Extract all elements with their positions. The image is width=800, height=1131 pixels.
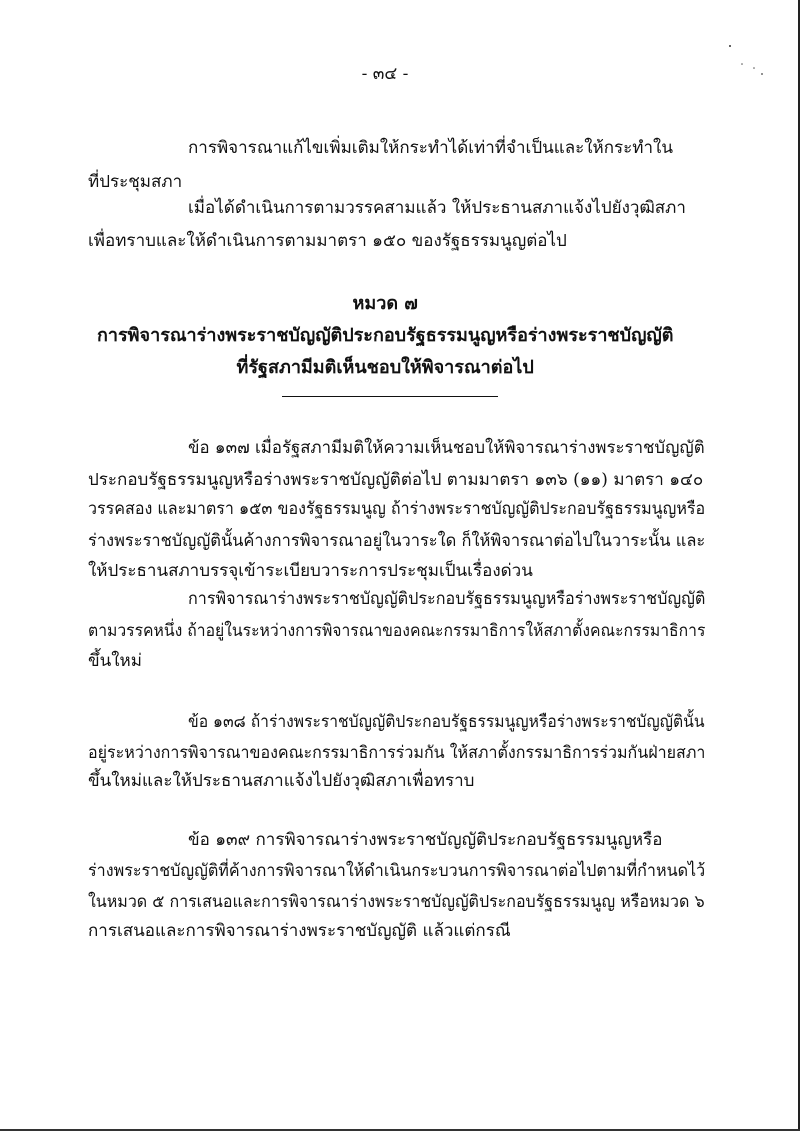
- clause-137-line-6: การพิจารณาร่างพระราชบัญญัติประกอบรัฐธรรมนูญหรือร่างพระราชบัญญัติ: [188, 589, 706, 609]
- page-number: - ๓๔ -: [361, 64, 409, 84]
- intro-line-4: เพื่อทราบและให้ดำเนินการตามมาตรา ๑๕๐ ของรัฐธรรมนูญต่อไป: [88, 231, 567, 251]
- chapter-title-line-2: ที่รัฐสภามีมติเห็นชอบให้พิจารณาต่อไป: [236, 357, 534, 378]
- clause-137-line-4: ร่างพระราชบัญญัตินั้นค้างการพิจารณาอยู่ในวาระใด ก็ให้พิจารณาต่อไปในวาระนั้น และ: [88, 531, 706, 551]
- intro-line-2: ที่ประชุมสภา: [88, 172, 183, 192]
- clause-139-line-2: ร่างพระราชบัญญัติที่ค้างการพิจารณาให้ดำเนินกระบวนการพิจารณาต่อไปตามที่กำหนดไว้: [88, 861, 706, 881]
- clause-137-line-5: ให้ประธานสภาบรรจุเข้าระเบียบวาระการประชุมเป็นเรื่องด่วน: [88, 561, 533, 581]
- clause-138-line-2: อยู่ระหว่างการพิจารณาของคณะกรรมาธิการร่วมกัน ให้สภาตั้งกรรมาธิการร่วมกันฝ่ายสภา: [88, 743, 706, 763]
- chapter-number: หมวด ๗: [352, 293, 418, 314]
- clause-137-line-2: ประกอบรัฐธรรมนูญหรือร่างพระราชบัญญัติต่อไป ตามมาตรา ๑๓๖ (๑๑) มาตรา ๑๔๐: [88, 470, 704, 490]
- intro-line-3: เมื่อได้ดำเนินการตามวรรคสามแล้ว ให้ประธานสภาแจ้งไปยังวุฒิสภา: [188, 198, 686, 218]
- clause-137-line-8: ขึ้นใหม่: [88, 651, 142, 671]
- clause-137-line-3: วรรคสอง และมาตรา ๑๕๓ ของรัฐธรรมนูญ ถ้าร่างพระราชบัญญัติประกอบรัฐธรรมนูญหรือ: [88, 499, 706, 519]
- clause-137-line-7: ตามวรรคหนึ่ง ถ้าอยู่ในระหว่างการพิจารณาของคณะกรรมาธิการให้สภาตั้งคณะกรรมาธิการ: [88, 621, 706, 641]
- clause-138-line-3: ขึ้นใหม่และให้ประธานสภาแจ้งไปยังวุฒิสภาเพื่อทราบ: [88, 771, 475, 791]
- chapter-title-line-1: การพิจารณาร่างพระราชบัญญัติประกอบรัฐธรรมนูญหรือร่างพระราชบัญญัติ: [97, 325, 674, 346]
- section-divider: [282, 396, 498, 397]
- intro-line-1: การพิจารณาแก้ไขเพิ่มเติมให้กระทำได้เท่าที่จำเป็นและให้กระทำใน: [188, 138, 673, 158]
- clause-139-line-3: ในหมวด ๕ การเสนอและการพิจารณาร่างพระราชบัญญัติประกอบรัฐธรรมนูญ หรือหมวด ๖: [88, 892, 705, 912]
- clause-139-line-1: ข้อ ๑๓๙ การพิจารณาร่างพระราชบัญญัติประกอบรัฐธรรมนูญหรือ: [188, 830, 663, 850]
- clause-138-line-1: ข้อ ๑๓๘ ถ้าร่างพระราชบัญญัติประกอบรัฐธรรมนูญหรือร่างพระราชบัญญัตินั้น: [188, 712, 705, 732]
- clause-137-line-1: ข้อ ๑๓๗ เมื่อรัฐสภามีมติให้ความเห็นชอบให้พิจารณาร่างพระราชบัญญัติ: [188, 438, 705, 458]
- clause-139-line-4: การเสนอและการพิจารณาร่างพระราชบัญญัติ แล้วแต่กรณี: [88, 921, 511, 941]
